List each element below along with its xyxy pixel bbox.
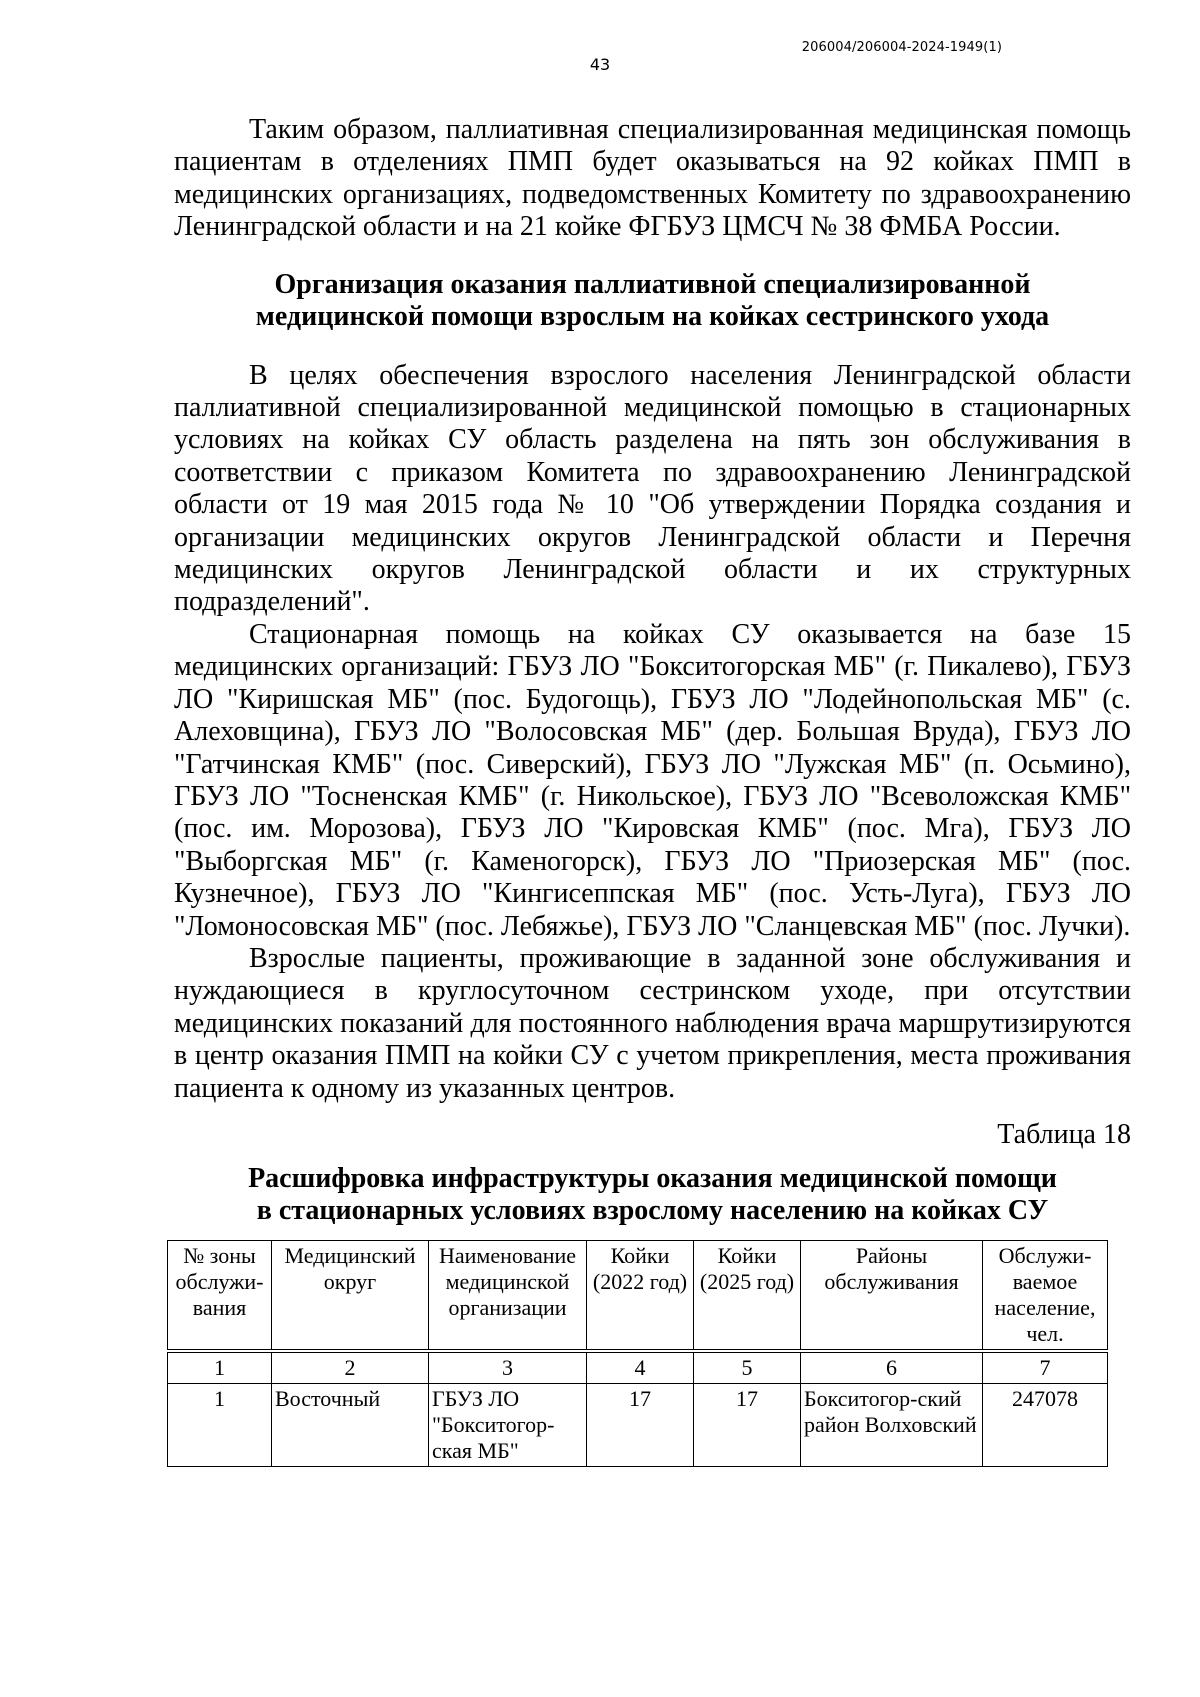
cell-organization: ГБУЗ ЛО "Бокситогор-ская МБ" [429, 1383, 587, 1466]
page-number: 43 [589, 55, 611, 74]
table-label: Таблица 18 [997, 1118, 1131, 1150]
column-number-row [168, 1351, 1108, 1384]
table-row [168, 1383, 1108, 1466]
cell-beds-2022: 17 [587, 1383, 694, 1466]
cell-beds-2025: 17 [694, 1383, 801, 1466]
column-number: 5 [694, 1351, 801, 1384]
table-title-line-2: в стационарных условиях взрослому населению на койках СУ [256, 1194, 1049, 1226]
paragraph-routing: Взрослые пациенты, проживающие в заданной зоне обслуживания и нуждающиеся в круглосуточном сестринском уходе, при отсутствии медицинских показаний для постоянного наблюдения врача маршрутизируются в центр оказания ПМП на койки СУ с учетом прикрепления, места проживания пациента к одному из указанных центров. [174, 942, 1131, 1104]
column-number: 1 [168, 1351, 272, 1384]
table-title [174, 1163, 1131, 1227]
section-heading-line-1: Организация оказания паллиативной специализированной [274, 268, 1031, 300]
document-body [174, 114, 1131, 1467]
header-areas: Районы обслуживания [801, 1240, 983, 1351]
column-number: 2 [272, 1351, 429, 1384]
column-number: 6 [801, 1351, 983, 1384]
column-number: 4 [587, 1351, 694, 1384]
section-heading [174, 269, 1131, 333]
paragraph-summary: Таким образом, паллиативная специализированная медицинская помощь пациентам в отделениях ПМП будет оказываться на 92 койках ПМП в медицинских организациях, подведомственных Комитету по здравоохранению Ленинградской области и на 21 койке ФГБУЗ ЦМСЧ № 38 ФМБА России. [174, 114, 1131, 243]
header-district: Медицинский округ [272, 1240, 429, 1351]
header-population: Обслужи-ваемое население, чел. [983, 1240, 1108, 1351]
document-id: 206004/206004-2024-1949(1) [801, 40, 1002, 55]
infrastructure-table [167, 1240, 1108, 1467]
column-number: 7 [983, 1351, 1108, 1384]
header-organization: Наименование медицинской организации [429, 1240, 587, 1351]
cell-district: Восточный [272, 1383, 429, 1466]
cell-population: 247078 [983, 1383, 1108, 1466]
header-beds-2025: Койки (2025 год) [694, 1240, 801, 1351]
cell-zone: 1 [168, 1383, 272, 1466]
header-zone: № зоны обслужи-вания [168, 1240, 272, 1351]
section-heading-line-2: медицинской помощи взрослым на койках сестринского ухода [255, 300, 1050, 332]
table-header-row [168, 1240, 1108, 1351]
paragraph-service-zones: В целях обеспечения взрослого населения Ленинградской области паллиативной специализированной медицинской помощью в стационарных условиях на койках СУ область разделена на пять зон обслуживания в соответствии с приказом Комитета по здравоохранению Ленинградской области от 19 мая 2015 года № 10 "Об утверждении Порядка создания и организации медицинских округов Ленинградской области и Перечня медицинских округов Ленинградской области и их структурных подразделений". [174, 359, 1131, 618]
paragraph-organizations: Стационарная помощь на койках СУ оказывается на базе 15 медицинских организаций: ГБУЗ ЛО "Бокситогорская МБ" (г. Пикалево), ГБУЗ ЛО "Киришская МБ" (пос. Будогощь), ГБУЗ ЛО "Лодейнопольская МБ" (с. Алеховщина), ГБУЗ ЛО "Волосовская МБ" (дер. Большая Вруда), ГБУЗ ЛО "Гатчинская КМБ" (пос. Сиверский), ГБУЗ ЛО "Лужская МБ" (п. Осьмино), ГБУЗ ЛО "Тосненская КМБ" (г. Никольское), ГБУЗ ЛО "Всеволожская КМБ" (пос. им. Морозова), ГБУЗ ЛО "Кировская КМБ" (пос. Мга), ГБУЗ ЛО "Выборгская МБ" (г. Каменогорск), ГБУЗ ЛО "Приозерская МБ" (пос. Кузнечное), ГБУЗ ЛО "Кингисеппская МБ" (пос. Усть-Луга), ГБУЗ ЛО "Ломоносовская МБ" (пос. Лебяжье), ГБУЗ ЛО "Сланцевская МБ" (пос. Лучки). [174, 618, 1131, 942]
table-title-line-1: Расшифровка инфраструктуры оказания медицинской помощи [248, 1162, 1057, 1194]
column-number: 3 [429, 1351, 587, 1384]
cell-areas: Бокситогор-ский район Волховский [801, 1383, 983, 1466]
header-beds-2022: Койки (2022 год) [587, 1240, 694, 1351]
